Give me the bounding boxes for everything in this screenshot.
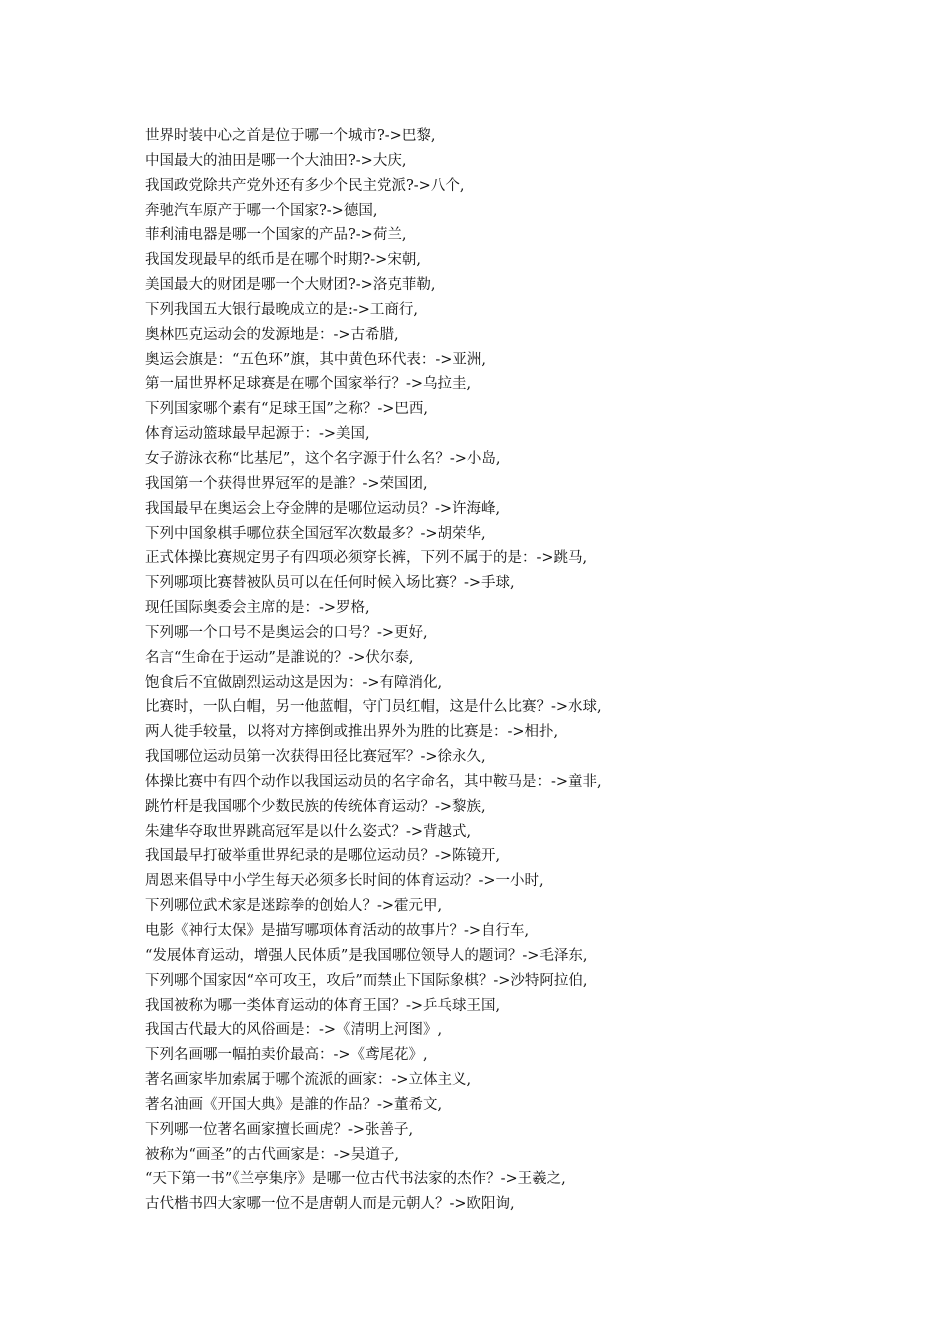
- text-line: 跳竹杆是我国哪个少数民族的传统体育运动？->黎族,: [145, 798, 486, 815]
- text-line: 我国最早打破举重世界纪录的是哪位运动员？->陈镜开,: [145, 848, 501, 865]
- text-line: 下列我国五大银行最晚成立的是:->工商行,: [145, 301, 419, 318]
- text-line: 我国第一个获得世界冠军的是誰？->荣国团,: [145, 475, 428, 492]
- text-line: 下列哪一位著名画家擅长画虎？->张善子,: [145, 1121, 414, 1138]
- text-line: 我国被称为哪一类体育运动的体育王国？->乒乓球王国,: [145, 997, 501, 1014]
- text-line: 美国最大的财团是哪一个大财团?->洛克菲勒,: [145, 277, 436, 294]
- text-line: 下列哪个国家因“卒可攻王，攻后”而禁止下国际象棋？->沙特阿拉伯,: [145, 972, 588, 989]
- text-line: 被称为“画圣”的古代画家是：->吴道子,: [145, 1146, 399, 1163]
- text-line: 比赛时，一队白帽，另一他蓝帽，守门员红帽，这是什么比赛？->水球,: [145, 699, 602, 716]
- text-line: 奥林匹克运动会的发源地是：->古希腊,: [145, 326, 399, 343]
- text-line: 朱建华夺取世界跳高冠军是以什么姿式？->背越式,: [145, 823, 472, 840]
- text-line: 下列名画哪一幅拍卖价最高：->《鸢尾花》,: [145, 1047, 428, 1064]
- text-line: 下列哪位武术家是迷踪拳的创始人？->霍元甲,: [145, 898, 443, 915]
- text-line: 电影《神行太保》是描写哪项体育活动的故事片？->自行车,: [145, 923, 530, 939]
- text-line: “发展体育运动，增强人民体质”是我国哪位领导人的题词？->毛泽东,: [145, 947, 588, 964]
- text-line: 著名画家毕加索属于哪个流派的画家：->立体主义,: [145, 1072, 472, 1089]
- text-line: 我国最早在奥运会上夺金牌的是哪位运动员？->许海峰,: [145, 500, 501, 517]
- text-line: 我国政党除共产党外还有多少个民主党派?->八个,: [145, 177, 465, 194]
- text-line: 体育运动篮球最早起源于：->美国,: [145, 426, 370, 443]
- text-line: 女子游泳衣称“比基尼”，这个名字源于什么名？->小岛,: [145, 450, 501, 467]
- text-line: 菲利浦电器是哪一个国家的产品?->荷兰,: [145, 227, 407, 244]
- text-line: 下列哪项比赛替被队员可以在任何时候入场比赛？->手球,: [145, 575, 515, 592]
- text-line: 体操比赛中有四个动作以我国运动员的名字命名，其中鞍马是：->童非,: [145, 773, 602, 790]
- text-line: 中国最大的油田是哪一个大油田?->大庆,: [145, 152, 407, 169]
- text-line: 奥运会旗是：“五色环”旗，其中黄色环代表：->亚洲,: [145, 351, 486, 368]
- text-line: 我国发现最早的纸币是在哪个时期?->宋朝,: [145, 252, 421, 269]
- text-line: 周恩来倡导中小学生每天必须多长时间的体育运动？->一小时,: [145, 873, 544, 890]
- text-line: “天下第一书”《兰亭集序》是哪一位古代书法家的杰作？->王羲之,: [145, 1171, 566, 1188]
- text-line: 饱食后不宜做剧烈运动这是因为：->有障消化,: [145, 674, 443, 691]
- text-line: 下列中国象棋手哪位获全国冠军次数最多？->胡荣华,: [145, 525, 486, 542]
- text-line: 下列国家哪个素有“足球王国”之称？->巴西,: [145, 401, 428, 418]
- text-line: 著名油画《开国大典》是誰的作品？->董希文,: [145, 1096, 443, 1113]
- text-line: 名言“生命在于运动”是誰说的？->伏尔泰,: [145, 649, 414, 666]
- text-line: 我国哪位运动员第一次获得田径比赛冠军？->徐永久,: [145, 749, 486, 766]
- text-line: 世界时装中心之首是位于哪一个城市?->巴黎,: [145, 128, 436, 144]
- text-line: 古代楷书四大家哪一位不是唐朝人而是元朝人？->欧阳询,: [145, 1196, 515, 1213]
- text-line: 两人徙手较量，以将对方摔倒或推出界外为胜的比赛是：->相扑,: [145, 724, 559, 741]
- text-line: 我国古代最大的风俗画是：->《清明上河图》,: [145, 1022, 443, 1039]
- text-line: 现任国际奥委会主席的是：->罗格,: [145, 600, 370, 617]
- text-line: 奔驰汽车原产于哪一个国家?->德国,: [145, 202, 378, 219]
- text-line: 下列哪一个口号不是奥运会的口号？->更好,: [145, 624, 428, 641]
- document-body: [145, 124, 885, 1217]
- text-line: 正式体操比赛规定男子有四项必须穿长裤，下列不属于的是：->跳马,: [145, 550, 588, 567]
- text-line: 第一届世界杯足球赛是在哪个国家举行？->乌拉圭,: [145, 376, 472, 393]
